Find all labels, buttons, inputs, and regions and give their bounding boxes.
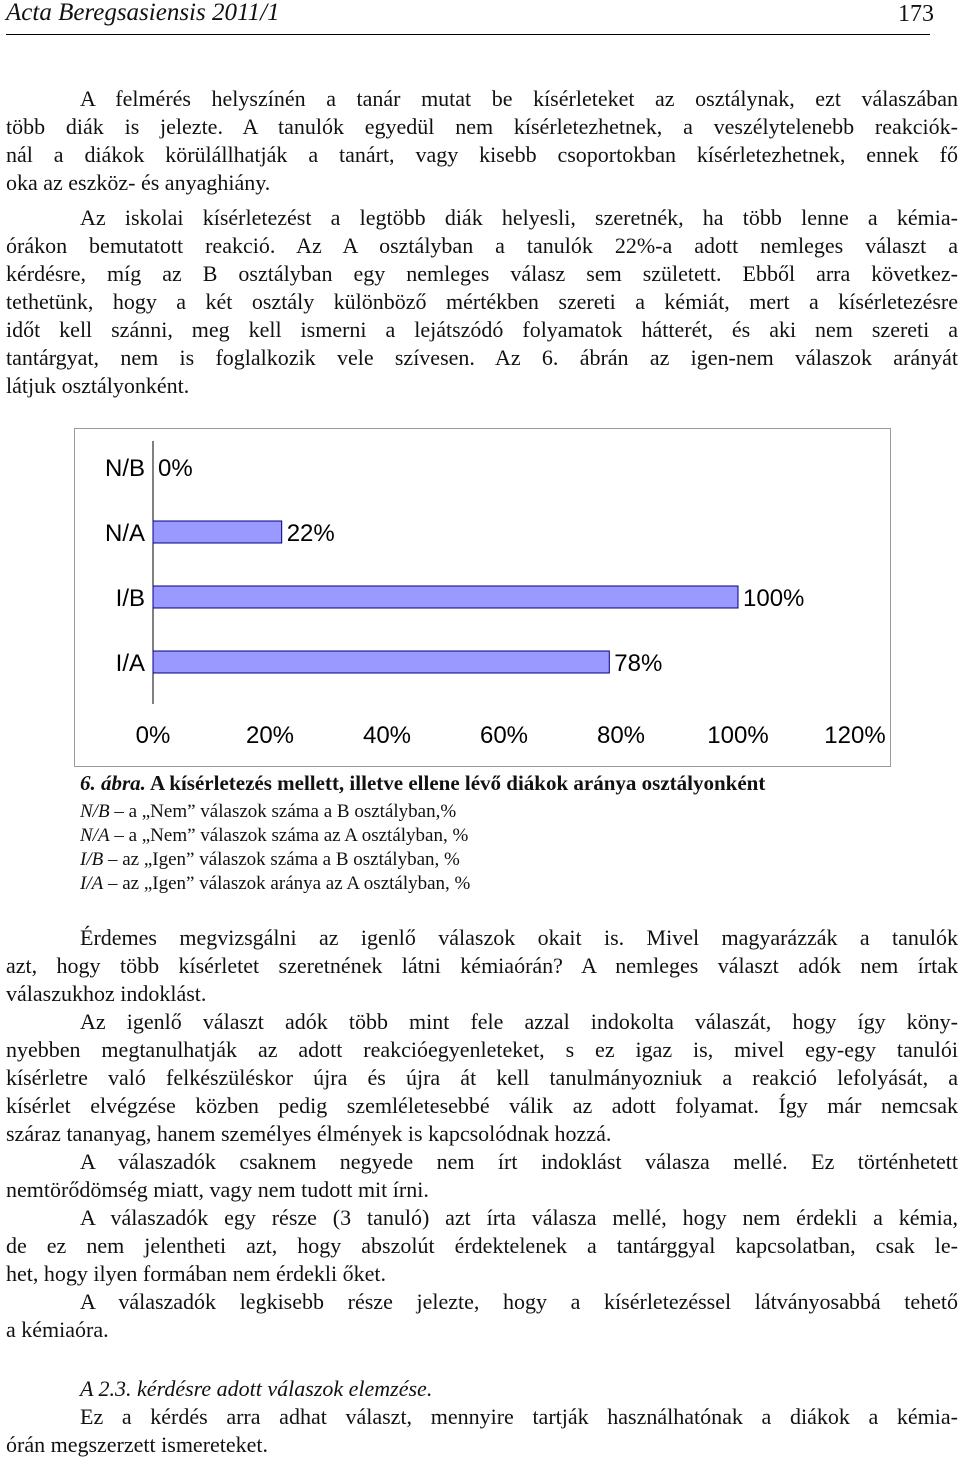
bar (153, 521, 282, 543)
bar-chart-svg (75, 429, 890, 766)
legend-text: – a „Nem” válaszok száma a B osztályban,% (109, 801, 457, 822)
text-line: száraz tananyag, hanem személyes élmények is kapcsolódnak hozzá. (6, 1121, 612, 1146)
text-line: a kémiaóra. (6, 1317, 109, 1342)
legend-text: – a „Nem” válaszok száma az A osztályban, % (109, 825, 469, 846)
text-line: nemtörődömség miatt, vagy nem tudott mit írni. (6, 1177, 429, 1202)
x-tick-label: 120% (824, 722, 886, 749)
text-line: Érdemes megvizsgálni az igenlő válaszok okait is. Mivel magyarázzák a tanulók (80, 925, 958, 950)
category-label: I/A (115, 650, 145, 677)
paragraph-5 (6, 1148, 958, 1204)
text-line: válaszukhoz indoklást. (6, 981, 207, 1006)
data-label: 78% (614, 650, 663, 677)
data-label: 22% (286, 520, 335, 547)
text-line: A felmérés helyszínén a tanár mutat be kísérleteket az osztálynak, ezt válaszában (80, 86, 958, 111)
text-line: tethetünk, hogy a két osztály különböző mértékben szereti a kémiát, mert a kísérletezésre (6, 289, 958, 314)
legend-text: – az „Igen” válaszok száma a B osztályban, % (103, 849, 460, 870)
journal-title: Acta Beregsasiensis 2011/1 (6, 0, 280, 26)
text-line: órán megszerzett ismereteket. (6, 1432, 269, 1457)
category-label: I/B (115, 585, 145, 612)
bar (153, 586, 738, 608)
data-label: 100% (743, 585, 805, 612)
legend-text: – az „Igen” válaszok aránya az A osztályban, % (103, 873, 471, 894)
page-number: 173 (898, 1, 934, 27)
data-label: 0% (158, 455, 193, 482)
category-label: N/A (104, 520, 145, 547)
figure-caption (80, 770, 765, 796)
legend-row (80, 872, 470, 896)
text-line: kérdésre, míg az B osztályban egy nemleges válasz sem született. Ebből arra következ- (6, 261, 958, 286)
x-tick-label: 20% (245, 722, 295, 749)
legend-row (80, 800, 470, 824)
x-tick-label: 0% (135, 722, 171, 749)
legend-row (80, 824, 470, 848)
text-line: Ez a kérdés arra adhat választ, mennyire tartják használhatónak a diákok a kémia- (80, 1404, 958, 1429)
paragraph-4 (6, 1008, 958, 1148)
text-line: tantárgyat, nem is foglalkozik vele szívesen. Az 6. ábrán az igen-nem válaszok arányát (6, 345, 958, 370)
x-tick-label: 40% (362, 722, 412, 749)
text-line: több diák is jelezte. A tanulók egyedül nem kísérletezhetnek, a veszélytelenebb reakciók- (6, 114, 958, 139)
text-line: időt kell szánni, meg kell ismerni a lejátszódó folyamatok hátterét, és aki nem szereti a (6, 317, 958, 342)
bar-chart (74, 428, 891, 767)
text-line: A válaszadók legkisebb része jelezte, hogy a kísérletezéssel látványosabbá tehető (80, 1289, 958, 1314)
paragraph-3 (6, 924, 958, 1008)
text-line: A válaszadók egy része (3 tanuló) azt írta válasza mellé, hogy nem érdekli a kémia, (80, 1205, 958, 1230)
text-line: het, hogy ilyen formában nem érdekli őket. (6, 1261, 386, 1286)
legend-key: I/A (80, 873, 104, 894)
text-line: kísérletre való felkészüléskor újra és újra át kell tanulmányozniuk a reakció lefolyását, a (6, 1065, 958, 1090)
legend-key: I/B (80, 849, 104, 870)
text-line: kísérlet elvégzése közben pedig szemléletesebbé válik az adott folyamat. Így már nemcsak (6, 1093, 958, 1118)
text-line: nál a diákok körülállhatják a tanárt, vagy kisebb csoportokban kísérletezhetnek, ennek fő (6, 142, 958, 167)
paragraph-8 (6, 1403, 958, 1459)
text-line: oka az eszköz- és anyaghiány. (6, 170, 271, 195)
text-line: de ez nem jelentheti azt, hogy abszolút érdektelenek a tantárggyal kapcsolatban, csak le- (6, 1233, 958, 1258)
x-tick-label: 100% (707, 722, 769, 749)
text-line: nyebben megtanulhatják az adott reakcióegyenleteket, s ez igaz is, mivel egy-egy tanulói (6, 1037, 958, 1062)
legend-key: N/A (80, 825, 110, 846)
figure-title: A kísérletezés mellett, illetve ellene lévő diákok aránya osztályonként (145, 771, 766, 795)
text-line: látjuk osztályonként. (6, 373, 190, 398)
header-rule (6, 34, 930, 35)
figure-legend (80, 800, 470, 896)
figure-number: 6. ábra. (80, 771, 146, 795)
text-line: A válaszadók csaknem negyede nem írt indoklást válasza mellé. Ez történhetett (80, 1149, 958, 1174)
page-header (6, 0, 934, 36)
paragraph-1 (6, 85, 958, 197)
legend-row (80, 848, 470, 872)
text-line: Az iskolai kísérletezést a legtöbb diák helyesli, szeretnék, ha több lenne a kémia- (80, 205, 958, 230)
bar (153, 651, 609, 673)
x-tick-label: 80% (596, 722, 646, 749)
text-line: Az igenlő választ adók több mint fele azzal indokolta válaszát, hogy így köny- (80, 1009, 958, 1034)
text-line: órákon bemutatott reakció. Az A osztályban a tanulók 22%-a adott nemleges választ a (6, 233, 958, 258)
paragraph-6 (6, 1204, 958, 1288)
x-tick-label: 60% (479, 722, 529, 749)
category-label: N/B (104, 455, 145, 482)
paragraph-7 (6, 1288, 958, 1344)
section-subheading: A 2.3. kérdésre adott válaszok elemzése. (80, 1376, 433, 1401)
text-line: azt, hogy több kísérletet szeretnének látni kémiaórán? A nemleges választ adók nem írtak (6, 953, 958, 978)
paragraph-2 (6, 204, 958, 400)
legend-key: N/B (80, 801, 110, 822)
